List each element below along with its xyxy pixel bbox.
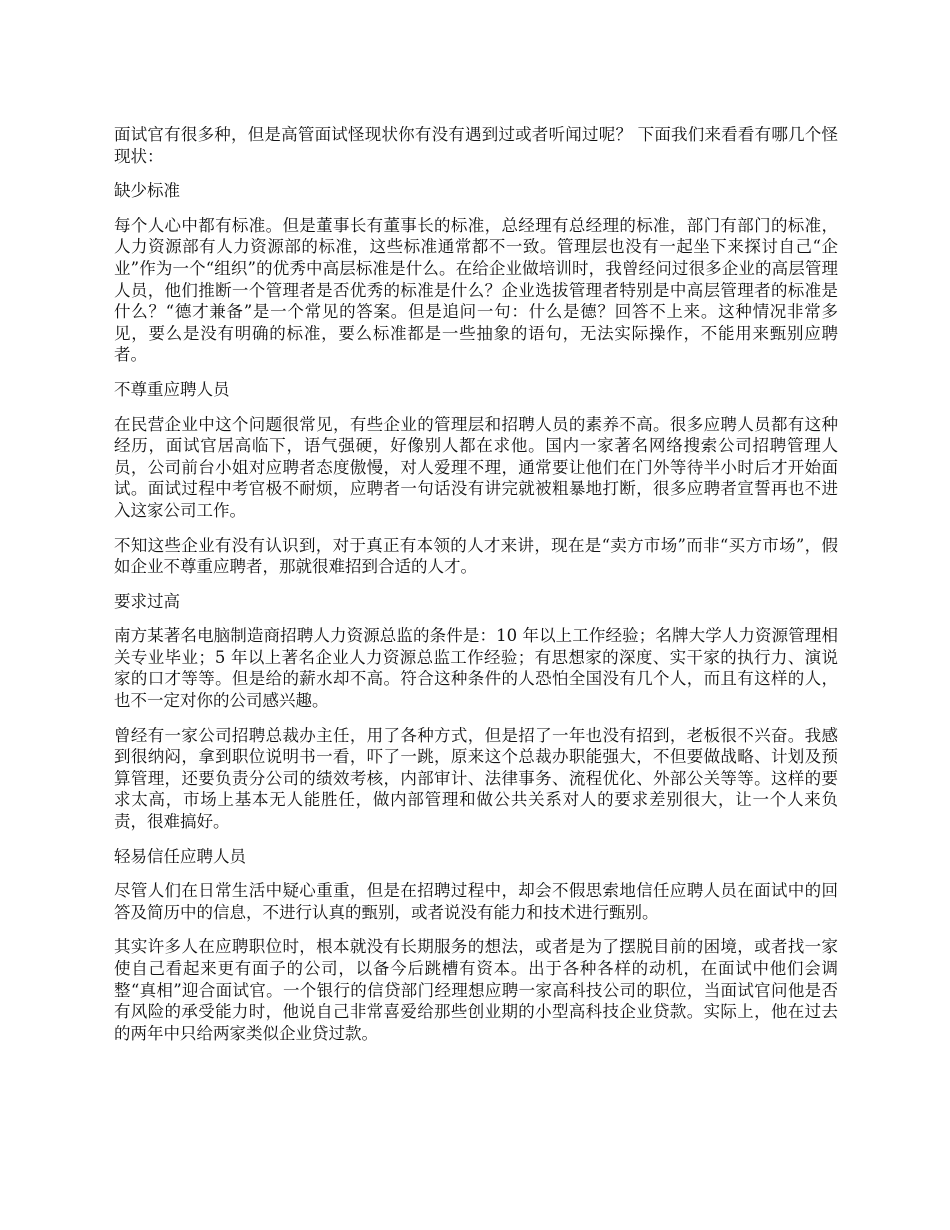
section-paragraph: 在民营企业中这个问题很常见，有些企业的管理层和招聘人员的素养不高。很多应聘人员都有这种经历，面试官居高临下，语气强硬，好像别人都在求他。国内一家著名网络搜索公司招聘管理人员，公司前台小姐对应聘者态度傲慢，对人爱理不理，通常要让他们在门外等待半小时后才开始面试。面试过程中考官极不耐烦，应聘者一句话没有讲完就被粗暴地打断，很多应聘者宣誓再也不进入这家公司工作。 [114, 414, 838, 520]
section-paragraph: 南方某著名电脑制造商招聘人力资源总监的条件是：10 年以上工作经验；名牌大学人力资源管理相关专业毕业；5 年以上著名企业人力资源总监工作经验；有思想家的深度、实干家的执行力、演说家的口才等等。但是给的薪水却不高。符合这种条件的人恐怕全国没有几个人，而且有这样的人，也不一定对你的公司感兴趣。 [114, 626, 838, 711]
section-paragraph: 不知这些企业有没有认识到，对于真正有本领的人才来讲，现在是“卖方市场”而非“买方市场”，假如企业不尊重应聘者，那就很难招到合适的人才。 [114, 535, 838, 577]
section-heading-requirements-too-high: 要求过高 [114, 591, 180, 611]
document-body [114, 124, 838, 1057]
intro-paragraph: 面试官有很多种，但是高管面试怪现状你有没有遇到过或者听闻过呢？ 下面我们来看看有哪几个怪现状： [114, 125, 838, 166]
section-paragraph: 曾经有一家公司招聘总裁办主任，用了各种方式，但是招了一年也没有招到，老板很不兴奋。我感到很纳闷，拿到职位说明书一看，吓了一跳，原来这个总裁办职能强大，不但要做战略、计划及预算管理，还要负责分公司的绩效考核，内部审计、法律事务、流程优化、外部公关等等。这样的要求太高，市场上基本无人能胜任，做内部管理和做公共关系对人的要求差别很大，让一个人来负责，很难搞好。 [114, 725, 838, 832]
section-heading-lack-of-standards: 缺少标准 [114, 181, 180, 201]
section-heading-disrespect-candidates: 不尊重应聘人员 [114, 379, 230, 399]
section-paragraph: 其实许多人在应聘职位时，根本就没有长期服务的想法，或者是为了摆脱目前的困境，或者找一家使自己看起来更有面子的公司，以备今后跳槽有资本。出于各种各样的动机，在面试中他们会调整“真相”迎合面试官。一个银行的信贷部门经理想应聘一家高科技公司的职位，当面试官问他是否有风险的承受能力时，他说自己非常喜爱给那些创业期的小型高科技企业贷款。实际上，他在过去的两年中只给两家类似企业贷过款。 [114, 937, 838, 1043]
section-heading-trust-candidates: 轻易信任应聘人员 [114, 846, 246, 866]
section-paragraph: 每个人心中都有标准。但是董事长有董事长的标准，总经理有总经理的标准，部门有部门的标准，人力资源部有人力资源部的标准，这些标准通常都不一致。管理层也没有一起坐下来探讨自己“企业”作为一个“组织”的优秀中高层标准是什么。在给企业做培训时，我曾经问过很多企业的高层管理人员，他们推断一个管理者是否优秀的标准是什么？企业选拔管理者特别是中高层管理者的标准是什么？“德才兼备”是一个常见的答案。但是追问一句：什么是德？回答不上来。这种情况非常多见，要么是没有明确的标准，要么标准都是一些抽象的语句，无法实际操作，不能用来甄别应聘者。 [114, 215, 838, 365]
section-paragraph: 尽管人们在日常生活中疑心重重，但是在招聘过程中，却会不假思索地信任应聘人员在面试中的回答及简历中的信息，不进行认真的甄别，或者说没有能力和技术进行甄别。 [114, 881, 838, 922]
